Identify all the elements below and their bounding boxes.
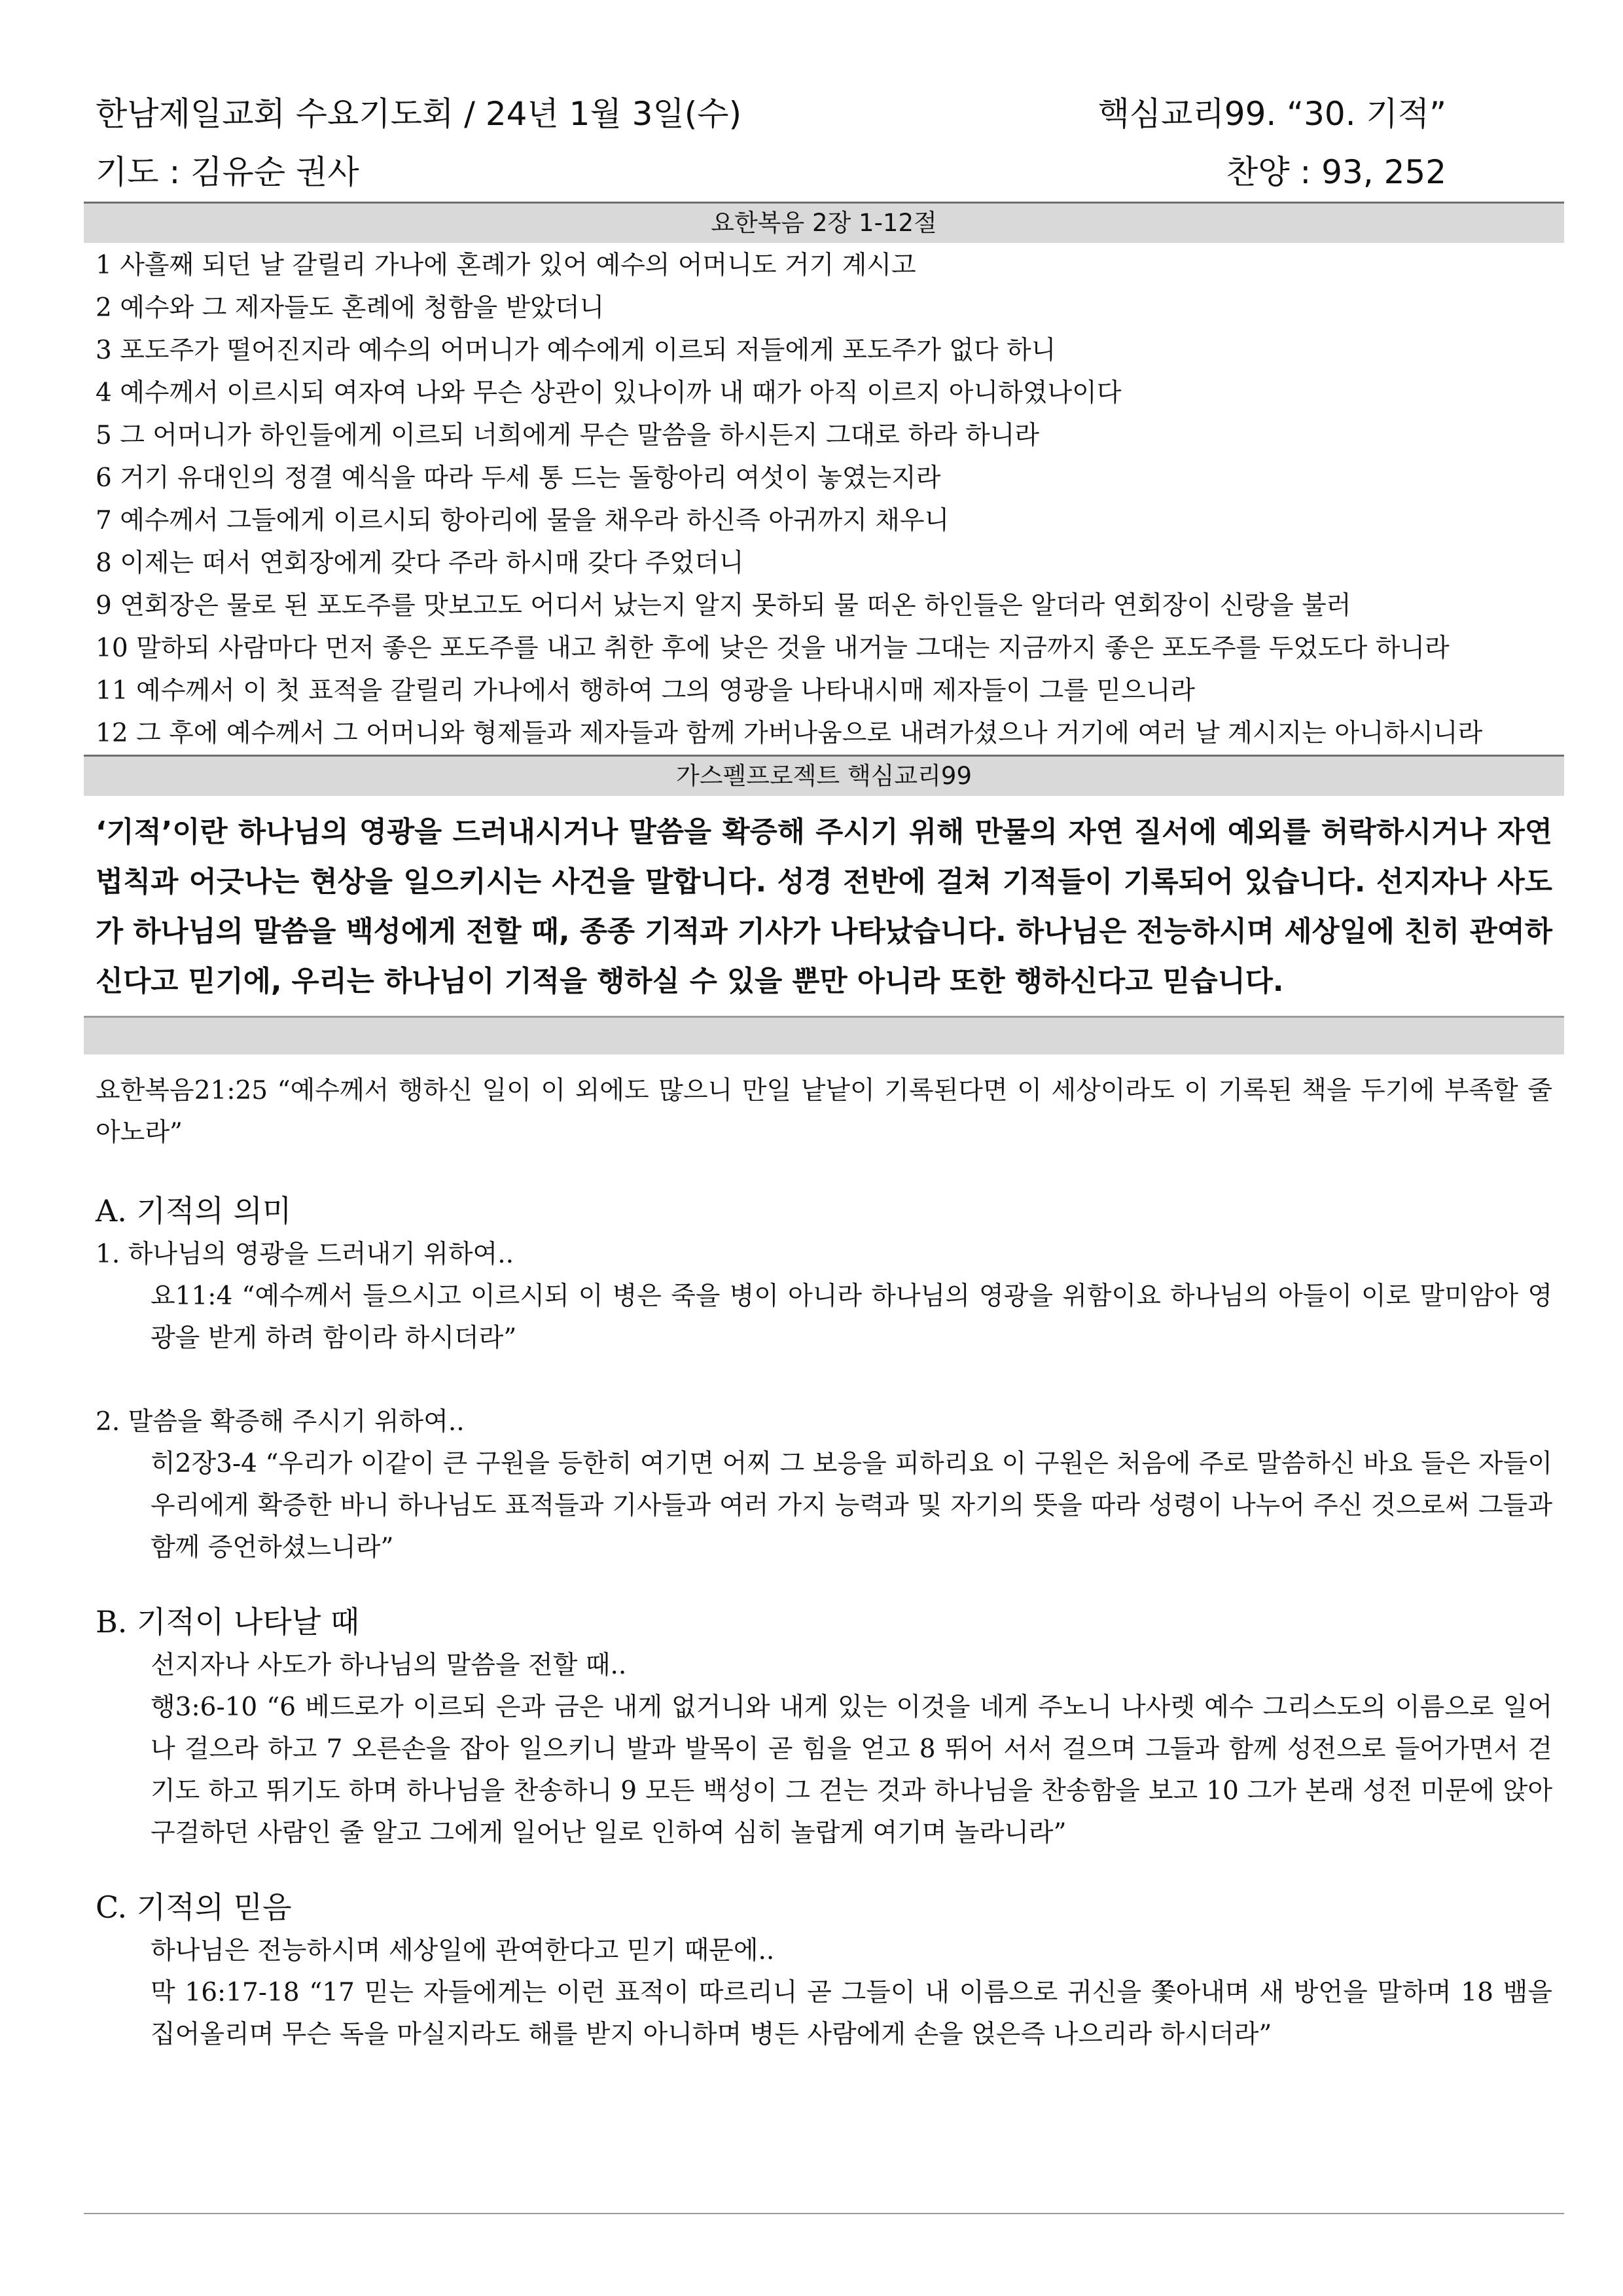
scripture-heading: 요한복음 2장 1-12절 xyxy=(84,202,1564,243)
footer-rule xyxy=(84,2213,1564,2214)
doctrine-heading: 가스펠프로젝트 핵심교리99 xyxy=(84,755,1564,796)
verse-line: 11 예수께서 이 첫 표적을 갈릴리 가나에서 행하여 그의 영광을 나타내시매 제자들이 그를 믿으니라 xyxy=(96,676,1196,706)
header-row-2 xyxy=(84,144,1564,202)
section-a-item-2-verse: 히2장3-4 “우리가 이같이 큰 구원을 등한히 여기면 어찌 그 보응을 피하리요 이 구원은 처음에 주로 말씀하신 바요 들은 자들이 우리에게 확증한 바니 하나님도 표적들과 기사들과 여러 가지 능력과 및 자기의 뜻을 따라 성령이 나누어 주신 것으로써 그들과 함께 증언하셨느니라” xyxy=(151,1449,1552,1562)
service-title: 한남제일교회 수요기도회 / 24년 1월 3일(수) xyxy=(96,95,742,133)
verse-line: 9 연회장은 물로 된 포도주를 맛보고도 어디서 났는지 알지 못하되 물 떠온 하인들은 알더라 연회장이 신랑을 불러 xyxy=(96,591,1351,620)
doctrine-definition: ‘기적’이란 하나님의 영광을 드러내시거나 말씀을 확증해 주시기 위해 만물의 자연 질서에 예외를 허락하시거나 자연법칙과 어긋나는 현상을 일으키시는 사건을 말합니다. 성경 전반에 걸쳐 기적들이 기록되어 있습니다. 선지자나 사도가 하나님의 말씀을 백성에게 전할 때, 종종 기적과 기사가 나타났습니다. 하나님은 전능하시며 세상일에 친히 관여하신다고 믿기에, 우리는 하나님이 기적을 행하실 수 있을 뿐만 아니라 또한 행하신다고 믿습니다. xyxy=(96,816,1552,998)
verse-line: 7 예수께서 그들에게 이르시되 항아리에 물을 채우라 하신즉 아귀까지 채우니 xyxy=(96,506,950,535)
doctrine-topic: 핵심교리99. “30. 기적” xyxy=(1097,95,1446,133)
verse-line: 6 거기 유대인의 정결 예식을 따라 두세 통 드는 돌항아리 여섯이 놓였는지라 xyxy=(96,463,941,493)
header-row-1 xyxy=(84,84,1564,144)
verse-line: 10 말하되 사람마다 먼저 좋은 포도주를 내고 취한 후에 낮은 것을 내거늘 그대는 지금까지 좋은 포도주를 두었도다 하니라 xyxy=(96,634,1450,663)
section-a-item-1: 1. 하나님의 영광을 드러내기 위하여.. xyxy=(96,1240,514,1269)
verse-line: 4 예수께서 이르시되 여자여 나와 무슨 상관이 있나이까 내 때가 아직 이르지 아니하였나이다 xyxy=(96,378,1122,408)
intro-verse: 요한복음21:25 “예수께서 행하신 일이 이 외에도 많으니 만일 낱낱이 기록된다면 이 세상이라도 이 기록된 책을 두기에 부족할 줄 아노라” xyxy=(96,1076,1552,1147)
verse-line: 8 이제는 떠서 연회장에게 갖다 주라 하시매 갖다 주었더니 xyxy=(96,548,744,578)
verse-line: 2 예수와 그 제자들도 혼례에 청함을 받았더니 xyxy=(96,293,605,323)
scripture-verses xyxy=(84,243,1564,755)
section-c-line: 하나님은 전능하시며 세상일에 관여한다고 믿기 때문에.. xyxy=(151,1936,775,1965)
section-c-heading: C. 기적의 믿음 xyxy=(96,1890,292,1925)
section-divider-bar xyxy=(84,1016,1564,1054)
verse-line: 12 그 후에 예수께서 그 어머니와 형제들과 제자들과 함께 가버나움으로 내려가셨으나 거기에 여러 날 계시지는 아니하시니라 xyxy=(96,719,1483,748)
section-a-item-1-verse: 요11:4 “예수께서 들으시고 이르시되 이 병은 죽을 병이 아니라 하나님의 영광을 위함이요 하나님의 아들이 이로 말미암아 영광을 받게 하려 함이라 하시더라” xyxy=(151,1282,1552,1353)
section-a-item-2: 2. 말씀을 확증해 주시기 위하여.. xyxy=(96,1407,465,1437)
section-b-heading: B. 기적이 나타날 때 xyxy=(96,1604,360,1640)
section-b-line: 선지자나 사도가 하나님의 말씀을 전할 때.. xyxy=(151,1651,627,1680)
verse-line: 3 포도주가 떨어진지라 예수의 어머니가 예수에게 이르되 저들에게 포도주가 없다 하니 xyxy=(96,336,1056,365)
verse-line: 5 그 어머니가 하인들에게 이르되 너희에게 무슨 말씀을 하시든지 그대로 하라 하니라 xyxy=(96,421,1040,450)
section-b-verse: 행3:6-10 “6 베드로가 이르되 은과 금은 내게 없거니와 내게 있는 이것을 네게 주노니 나사렛 예수 그리스도의 이름으로 일어나 걸으라 하고 7 오른손을 잡아 일으키니 발과 발목이 곧 힘을 얻고 8 뛰어 서서 걸으며 그들과 함께 성전으로 들어가면서 걷기도 하고 뛰기도 하며 하나님을 찬송하니 9 모든 백성이 그 걷는 것과 하나님을 찬송함을 보고 10 그가 본래 성전 미문에 앉아 구걸하던 사람인 줄 알고 그에게 일어난 일로 인하여 심히 놀랍게 여기며 놀라니라” xyxy=(151,1693,1552,1848)
page xyxy=(84,84,1564,2056)
section-a-heading: A. 기적의 의미 xyxy=(96,1193,292,1229)
lesson-body xyxy=(84,1070,1564,2056)
verse-line: 1 사흘째 되던 날 갈릴리 가나에 혼례가 있어 예수의 어머니도 거기 계시고 xyxy=(96,251,916,280)
prayer-leader: 기도 : 김유순 권사 xyxy=(96,153,359,191)
hymn-numbers: 찬양 : 93, 252 xyxy=(1226,153,1446,191)
section-c-verse: 막 16:17-18 “17 믿는 자들에게는 이런 표적이 따르리니 곧 그들이 내 이름으로 귀신을 쫓아내며 새 방언을 말하며 18 뱀을 집어올리며 무슨 독을 마실지라도 해를 받지 아니하며 병든 사람에게 손을 얹은즉 나으리라 하시더라” xyxy=(151,1978,1552,2049)
